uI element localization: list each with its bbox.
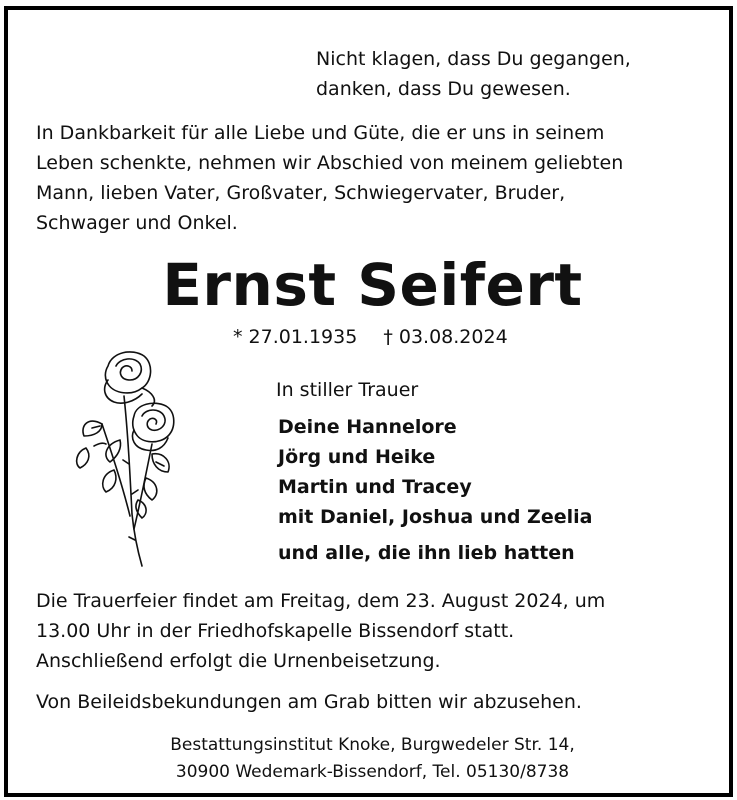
mourning-label: In stiller Trauer: [276, 379, 419, 401]
intro-line: Mann, lieben Vater, Großvater, Schwiegervater, Bruder,: [36, 182, 566, 204]
mourners-closing: und alle, die ihn lieb hatten: [278, 542, 575, 564]
motto: [316, 44, 631, 104]
undertaker-line: 30900 Wedemark-Bissendorf, Tel. 05130/8738: [175, 762, 570, 782]
birth-date: * 27.01.1935: [233, 326, 358, 348]
mourner-name: Deine Hannelore: [278, 416, 457, 438]
ceremony-info: [36, 586, 605, 676]
intro-line: Schwager und Onkel.: [36, 212, 238, 234]
undertaker-info: [8, 732, 737, 786]
death-date: † 03.08.2024: [383, 326, 508, 348]
motto-line: danken, dass Du gewesen.: [316, 78, 571, 100]
intro-text: [36, 118, 716, 238]
life-dates: [233, 324, 508, 350]
condolence-note: Von Beileidsbekundungen am Grab bitten wir abzusehen.: [36, 691, 582, 713]
undertaker-line: Bestattungsinstitut Knoke, Burgwedeler Str. 14,: [170, 735, 575, 755]
rose-icon: [72, 344, 182, 570]
ceremony-line: Anschließend erfolgt die Urnenbeisetzung.: [36, 650, 441, 672]
deceased-name: Ernst Seifert: [162, 251, 583, 319]
mourner-name: Jörg und Heike: [278, 446, 436, 468]
intro-line: In Dankbarkeit für alle Liebe und Güte, die er uns in seinem: [36, 122, 605, 144]
ceremony-line: 13.00 Uhr in der Friedhofskapelle Bissendorf statt.: [36, 620, 515, 642]
ceremony-line: Die Trauerfeier findet am Freitag, dem 23. August 2024, um: [36, 590, 606, 612]
mourner-name: Martin und Tracey: [278, 476, 472, 498]
mourner-name: mit Daniel, Joshua und Zeelia: [278, 506, 593, 528]
motto-line: Nicht klagen, dass Du gegangen,: [316, 48, 631, 70]
intro-line: Leben schenkte, nehmen wir Abschied von meinem geliebten: [36, 152, 624, 174]
mourners-list: [278, 412, 592, 532]
obituary-notice: [4, 6, 733, 797]
